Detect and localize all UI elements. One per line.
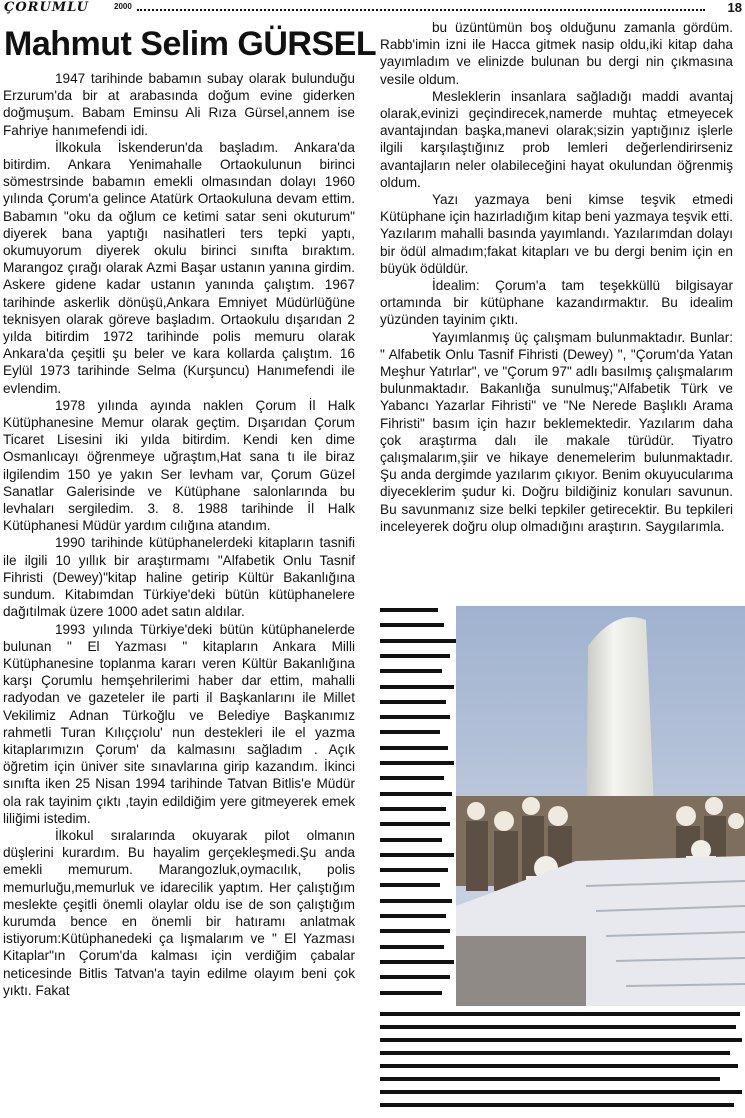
redaction-bar xyxy=(380,715,450,719)
paragraph: Mesleklerin insanlara sağladığı maddi avantaj olarak,evinizi geçindirecek,namerde muhtaç etmeyecek avantajından başka,manevi olarak;sizin yaptığınız işlerle ilgili karşılaştığınız prob lemleri değerlendirirseniz avantajların neler olabileceğini hayat okulundan öğrenmiş oldum. xyxy=(380,88,733,190)
redaction-bar xyxy=(380,975,450,979)
redaction-bar xyxy=(380,807,446,811)
redaction-bar xyxy=(380,838,442,842)
redaction-bar xyxy=(380,1051,730,1055)
page-number: 18 xyxy=(727,0,742,15)
redaction-bar xyxy=(380,1064,738,1068)
redaction-bar xyxy=(380,700,446,704)
redaction-bar xyxy=(380,929,450,933)
redaction-bar xyxy=(380,746,448,750)
redaction-bar xyxy=(380,914,446,918)
article-column-right xyxy=(380,19,733,535)
redaction-bar xyxy=(380,669,442,673)
paragraph: 1978 yılında ayında naklen Çorum İl Halk Kütüphanesine Memur olarak geçtim. Dışarıdan Çorum Ticaret Lisesini iki yılda bitirdim. Kendi ken dime Osmanlıcayı öğrenmeye uğraştım,Hat sana tı ile biraz ilgilendim 150 ye yakın Ser levham var, Çorum Güzel Sanatlar Galerisinde ve Kütüphane salonlarında bu levhaları sergiledim. 3. 8. 1988 tarihinde İl Halk Kütüphanesi Müdür yardım cılığına atandım. xyxy=(3,397,355,534)
redaction-bar xyxy=(380,945,444,949)
redaction-bar xyxy=(380,1038,742,1042)
redaction-bar xyxy=(380,1077,720,1081)
paragraph: Yayımlanmış üç çalışmam bulunmaktadır. Bunlar: " Alfabetik Onlu Tasnif Fihristi (Dewey) ", "Çorum'da Yatan Meşhur Yatırlar", ve "Çorum 97" adlı basılmış çalışmalarım bulunmaktadır. Bakanlığa sunulmuş;"Alfabetik Türk ve Yabancı Yazarlar Fihristi" ve "Ne Nerede Başlıklı Arama Fihristi" basım için hazır beklemektedir. Yazılarım daha çok araştırma dalı ile makale türüdür. Tiyatro çalışmalarım,şiir ve hikaye denemelerim bulunmaktadır. Şu anda dergimde yazılarım çıkıyor. Benim okuyucularıma diyeceklerim şudur ki. Doğru bildiğiniz konuları savunun. Bu savunmanız size belki tepkiler getirecektir. Bu tepkileri inceleyerek doğru olup olmadığını araştırın. Saygılarımla. xyxy=(380,329,733,534)
paragraph: 1993 yılında Türkiye'deki bütün kütüphanelerde bulunan " El Yazması " kitapların Ankara Milli Kütüphanesine toplanma kararı veren Kültür Bakanlığına karşı Çorumlu hemşehrilerimi haber dar ettim, mahalli radyodan ve gazeteler ile parti il Başkanlarını ile Millet Vekilimiz Adnan Türkoğlu ve Belediye Başkanımız rahmetli Turan Kılıççıolu' nun destekleri ile el yazma kitaplarımızın Çorum' da kalmasını sağladım . Açık öğretim için üniver site sınavlarına girip kazandım. İkinci sınıfta iken 25 Nisan 1994 tarihinde Tatvan Bitlis'e Müdür ola rak tayinim çıktı ,tayin edildiğim yere gitmeyerek emek liliğimi istedim. xyxy=(3,621,355,826)
redaction-bar xyxy=(380,883,440,887)
paragraph: bu üzüntümün boş olduğunu zamanla gördüm. Rabb'imin izni ile Hacca gitmek nasip oldu,iki kitap daha yayımladım ve elinizde bulunan bu dergi nin çıkmasına vesile oldum. xyxy=(380,20,733,87)
redaction-bar xyxy=(380,853,454,857)
redaction-bar xyxy=(380,1103,734,1107)
redaction-bar xyxy=(380,639,456,643)
redaction-bar xyxy=(380,991,442,995)
redaction-bar xyxy=(380,608,438,612)
redaction-bar xyxy=(380,685,454,689)
redaction-bar xyxy=(380,822,450,826)
redaction-bar xyxy=(380,792,452,796)
paragraph: İlkokul sıralarında okuyarak pilot olmanın düşlerini kurardım. Bu hayalim gerçekleşmedi.Şu anda emekli memurum. Marangozluk,oymacılık, polis memurluğu,memurluk ve idarecilik yaptım. Her çalıştığım meslekte çeşitli önemli olaylar oldu ise de son çalıştığım kurumda bence en önemli bir hatıramı anlatmak istiyorum:Kütüphanedeki ça lışmalarım ve " El Yazması Kitaplar"ın Çorum'da kalması için verdiğim çabalar neticesinde Bitlis Tatvan'a tayin edilme olayım beni çok yıktı. Fakat xyxy=(3,827,355,998)
redaction-bar xyxy=(380,899,452,903)
article-title: Mahmut Selim GÜRSEL xyxy=(4,25,377,63)
paragraph: 1947 tarihinde babamın subay olarak bulunduğu Erzurum'da bir at arabasında doğum evine giderken doğmuşum. Babam Eminsu Ali Rıza Gürsel,annem ise Fahriye hanımefendi idi. xyxy=(3,71,355,138)
redaction-bar xyxy=(380,654,450,658)
redaction-bar xyxy=(380,868,448,872)
redaction-bar xyxy=(380,1090,742,1094)
paragraph: İdealim: Çorum'a tam teşekküllü bilgisayar ortamında bir kütüphane kazandırmaktır. Bu idealim yüzünden tayinim çıktı. xyxy=(380,278,733,328)
paragraph: İlkokula İskenderun'da başladım. Ankara'da bitirdim. Ankara Yenimahalle Ortaokulunun birinci sömestrsinde babamın emekli olmasından dolayı 1960 yılında Çorum'a gelince Atatürk Ortaokuluna devam ettim. Babamın "oku da oğlum ce ketimi satar seni okuturum" diyerek bana yaptığı nasihatleri ters tepki yaptı, okumuyorum diyerek okulu birinci sınıfta bıraktım. Marangoz çırağı olarak Azmi Başar ustanın yanına girdim. Askere gidene kadar ustanın yanında çalıştım. 1967 tarihinde askerlik dönüşü,Ankara Emniyet Müdürlüğüne teknisyen olarak göreve başladım. Ortaokulu dışarıdan 2 yılda bitirdim 1972 tarihinde polis memuru olarak Ankara'da çeşitli şu beler ve kara kollarda çalıştım. 16 Eylül 1973 tarihinde Selma (Kurşuncu) Hanımefendi ile evlendim. xyxy=(3,139,355,396)
page-header xyxy=(0,0,745,16)
redaction-bar xyxy=(380,730,440,734)
redaction-bar xyxy=(380,1025,736,1029)
masthead: ÇORUMLU xyxy=(4,0,89,15)
redaction-bar xyxy=(380,623,444,627)
issue-year: 2000 xyxy=(114,2,132,11)
article-column-left xyxy=(3,70,355,999)
paragraph: Yazı yazmaya beni kimse teşvik etmedi Kütüphane için hazırladığım kitap beni yazmaya teşvik etti. Yazılarım mahalli basında yayımlandı. Yazılarımdan dolayı bir ödül almadım;fakat kitapları ve bu dergi benim için en büyük ödüldür. xyxy=(380,192,733,276)
redaction-bar xyxy=(380,761,454,765)
redaction-bar xyxy=(380,776,444,780)
header-dotted-rule xyxy=(137,9,705,11)
paragraph: 1990 tarihinde kütüphanelerdeki kitapların tasnifi ile ilgili 10 yıllık bir araştırmamı "Alfabetik Onlu Tasnif Fihristi (Dewey)"kitap haline getirip Kültür Bakanlığına sundum. Kitabımdan Türkiye'deki bütün kütüphanelere dağıtılmak üzere 1000 adet satın aldılar. xyxy=(3,535,355,620)
redaction-bar xyxy=(380,960,454,964)
photo-monument-crowd-icon xyxy=(456,606,745,1006)
redaction-bar xyxy=(380,1012,740,1016)
